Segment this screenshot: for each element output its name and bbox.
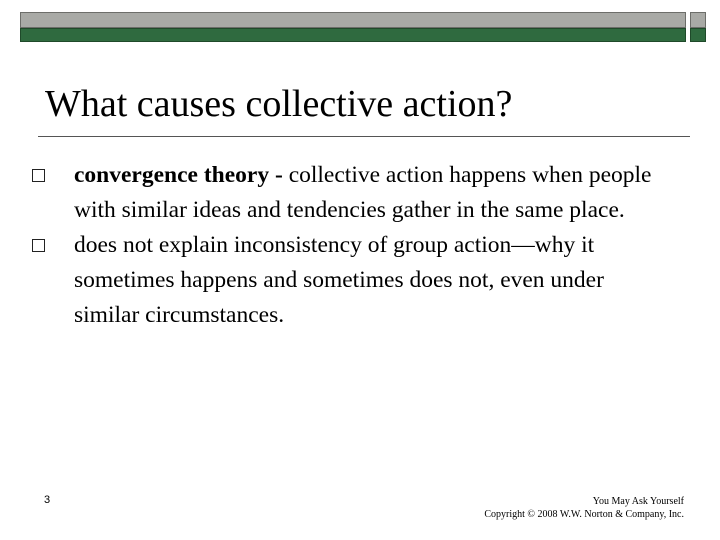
banner-green-square — [690, 28, 706, 42]
bullet-item — [32, 158, 672, 228]
bullet-text: collective action happens when people with similar ideas and tendencies gather in the same place. — [74, 162, 652, 223]
page-number: 3 — [44, 494, 51, 506]
banner-grey-square — [690, 12, 706, 28]
header-banner — [20, 12, 706, 42]
banner-grey-strip — [20, 12, 686, 28]
bullet-list — [32, 158, 672, 333]
hollow-square-bullet-icon — [32, 169, 45, 182]
banner-green-strip — [20, 28, 686, 42]
bullet-text: does not explain inconsistency of group action—why it sometimes happens and sometimes does not, even under similar circumstances. — [74, 232, 604, 328]
footer-credit — [484, 495, 684, 521]
bullet-item — [32, 228, 672, 333]
footer-copyright: Copyright © 2008 W.W. Norton & Company, Inc. — [484, 509, 684, 520]
footer-book-title: You May Ask Yourself — [592, 496, 684, 507]
hollow-square-bullet-icon — [32, 239, 45, 252]
title-divider — [38, 136, 690, 137]
bullet-term: convergence theory - — [74, 162, 283, 188]
slide-title: What causes collective action? — [45, 83, 513, 125]
